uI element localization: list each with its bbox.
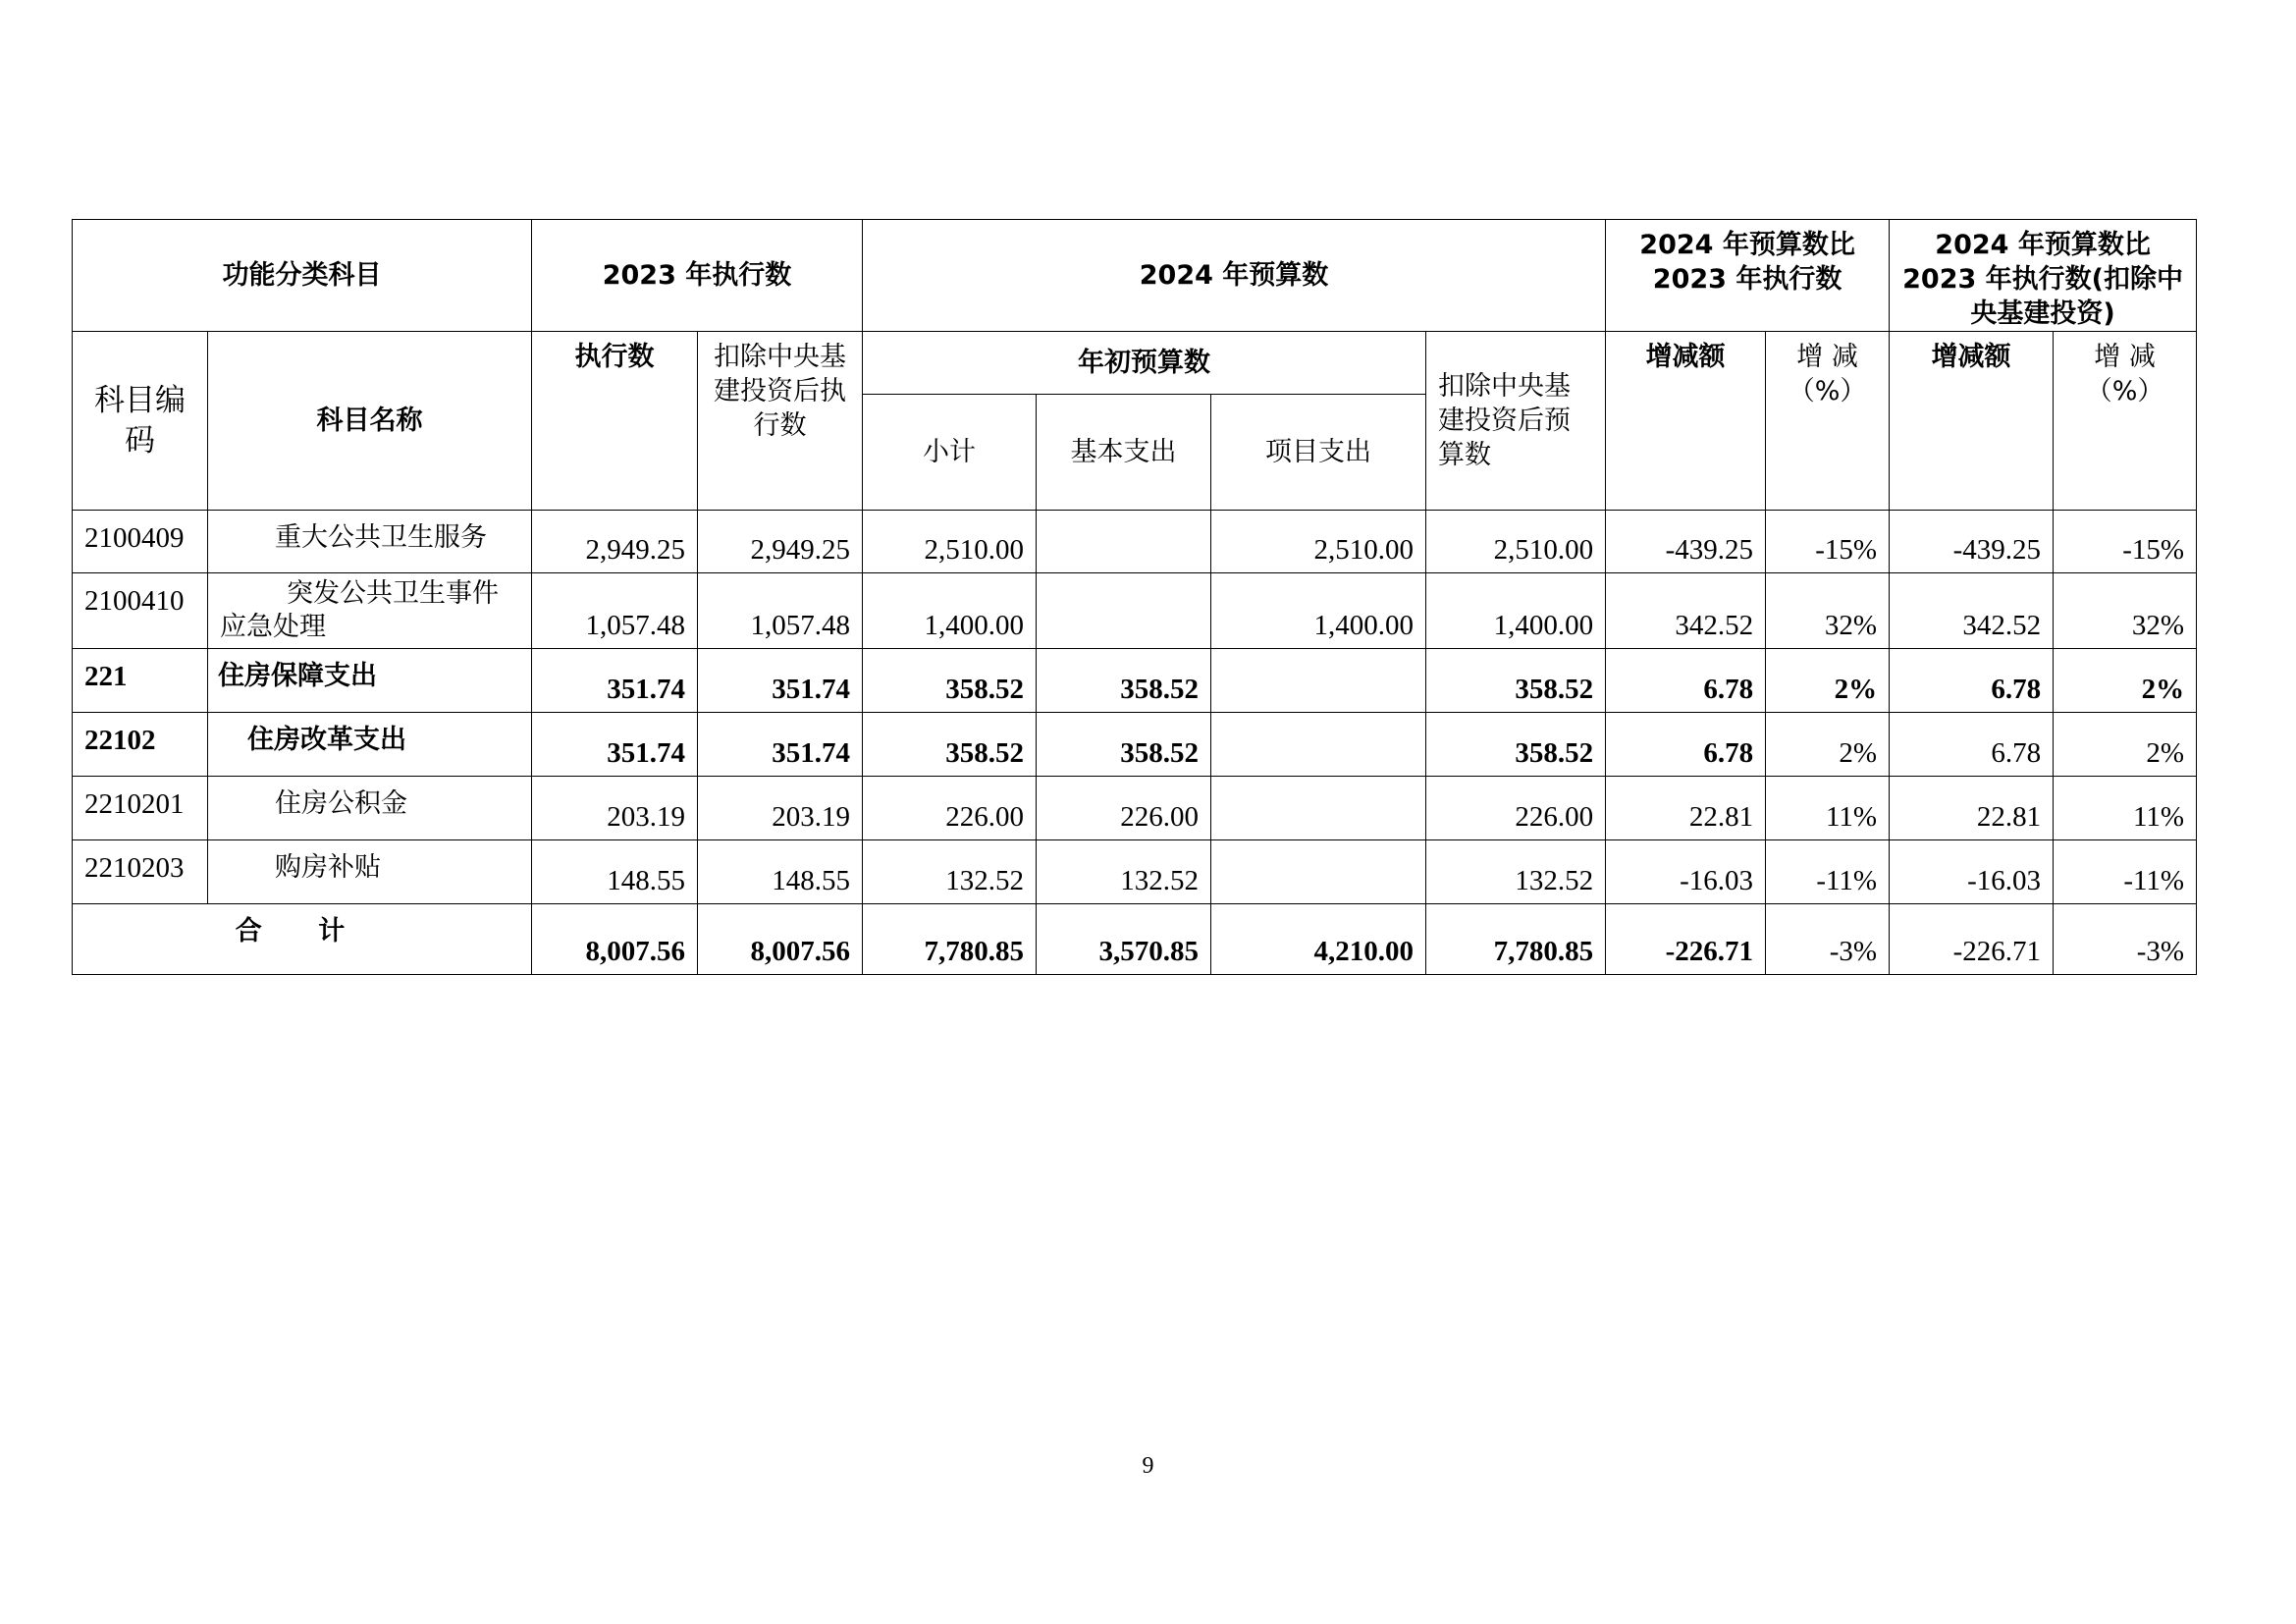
exec-value: 1,057.48 (532, 573, 698, 649)
budget-excl-value: 132.52 (1426, 840, 1606, 904)
subject-code-header: 科目编码 (73, 332, 208, 511)
initial-budget-header: 年初预算数 (863, 332, 1426, 395)
change-pct-2-value: 2% (2054, 713, 2197, 777)
project-exp-header: 项目支出 (1211, 395, 1426, 511)
change-pct-value: -11% (1766, 840, 1890, 904)
exec-excl-value: 2,949.25 (698, 511, 863, 573)
subtotal-value: 2,510.00 (863, 511, 1037, 573)
change-amount-2-value: 22.81 (1890, 777, 2054, 840)
total-exec-excl: 8,007.56 (698, 904, 863, 975)
subject-code: 2100410 (73, 573, 208, 649)
change-pct-2-value: -15% (2054, 511, 2197, 573)
exec-value: 203.19 (532, 777, 698, 840)
budget-excl-value: 226.00 (1426, 777, 1606, 840)
subject-name: 突发公共卫生事件应急处理 (208, 573, 532, 649)
budget-excl-header: 扣除中央基建投资后预算数 (1426, 332, 1606, 511)
change-amount-value: 22.81 (1606, 777, 1766, 840)
exec-excl-value: 148.55 (698, 840, 863, 904)
table-row (73, 840, 2197, 904)
change-amount-value: -16.03 (1606, 840, 1766, 904)
change-pct-2-value: 32% (2054, 573, 2197, 649)
total-change-pct-2: -3% (2054, 904, 2197, 975)
subtotal-value: 226.00 (863, 777, 1037, 840)
compare-excl-header: 2024 年预算数比 2023 年执行数(扣除中央基建投资) (1890, 220, 2197, 332)
change-pct-2-value: 2% (2054, 649, 2197, 713)
basic-value (1037, 573, 1211, 649)
total-change-amount: -226.71 (1606, 904, 1766, 975)
project-value: 1,400.00 (1211, 573, 1426, 649)
change-amount-value: 342.52 (1606, 573, 1766, 649)
subject-code: 2210201 (73, 777, 208, 840)
budget-excl-value: 2,510.00 (1426, 511, 1606, 573)
exec-value: 351.74 (532, 649, 698, 713)
exec-excl-value: 351.74 (698, 649, 863, 713)
change-amount-header: 增减额 (1606, 332, 1766, 511)
project-value (1211, 649, 1426, 713)
change-pct-value: 32% (1766, 573, 1890, 649)
change-pct-header: 增 减（%） (1766, 332, 1890, 511)
compare-exec-header: 2024 年预算数比 2023 年执行数 (1606, 220, 1890, 332)
change-amount-2-value: -16.03 (1890, 840, 2054, 904)
subject-name: 住房公积金 (208, 777, 532, 840)
change-pct-value: -15% (1766, 511, 1890, 573)
project-value (1211, 713, 1426, 777)
budget-excl-value: 358.52 (1426, 713, 1606, 777)
basic-value: 132.52 (1037, 840, 1211, 904)
budget-2024-header: 2024 年预算数 (863, 220, 1606, 332)
total-subtotal: 7,780.85 (863, 904, 1037, 975)
subject-code: 2210203 (73, 840, 208, 904)
subject-code: 22102 (73, 713, 208, 777)
functional-category-header: 功能分类科目 (73, 220, 532, 332)
page-number: 9 (1142, 1453, 1154, 1479)
change-pct-value: 2% (1766, 713, 1890, 777)
basic-value (1037, 511, 1211, 573)
total-change-pct: -3% (1766, 904, 1890, 975)
change-amount-value: -439.25 (1606, 511, 1766, 573)
table-row (73, 713, 2197, 777)
change-pct-2-header: 增 减（%） (2054, 332, 2197, 511)
subject-name: 重大公共卫生服务 (208, 511, 532, 573)
subtotal-value: 1,400.00 (863, 573, 1037, 649)
exec-value: 2,949.25 (532, 511, 698, 573)
basic-value: 226.00 (1037, 777, 1211, 840)
change-pct-value: 11% (1766, 777, 1890, 840)
exec-amount-header: 执行数 (532, 332, 698, 511)
total-exec: 8,007.56 (532, 904, 698, 975)
change-pct-value: 2% (1766, 649, 1890, 713)
subject-name-header: 科目名称 (208, 332, 532, 511)
change-amount-2-value: 342.52 (1890, 573, 2054, 649)
budget-table (72, 219, 2197, 975)
change-amount-2-value: 6.78 (1890, 649, 2054, 713)
change-amount-2-value: -439.25 (1890, 511, 2054, 573)
total-budget-excl: 7,780.85 (1426, 904, 1606, 975)
exec-value: 148.55 (532, 840, 698, 904)
exec-excl-value: 351.74 (698, 713, 863, 777)
subtotal-value: 358.52 (863, 649, 1037, 713)
exec-value: 351.74 (532, 713, 698, 777)
exec-excl-value: 1,057.48 (698, 573, 863, 649)
change-amount-value: 6.78 (1606, 649, 1766, 713)
budget-excl-value: 358.52 (1426, 649, 1606, 713)
table-row (73, 777, 2197, 840)
budget-excl-value: 1,400.00 (1426, 573, 1606, 649)
total-row (73, 904, 2197, 975)
basic-value: 358.52 (1037, 649, 1211, 713)
change-amount-value: 6.78 (1606, 713, 1766, 777)
exec-excl-value: 203.19 (698, 777, 863, 840)
change-pct-2-value: -11% (2054, 840, 2197, 904)
basic-exp-header: 基本支出 (1037, 395, 1211, 511)
subtotal-header: 小计 (863, 395, 1037, 511)
project-value (1211, 777, 1426, 840)
table-row (73, 573, 2197, 649)
subject-name: 住房保障支出 (208, 649, 532, 713)
change-pct-2-value: 11% (2054, 777, 2197, 840)
basic-value: 358.52 (1037, 713, 1211, 777)
subject-code: 2100409 (73, 511, 208, 573)
change-amount-2-value: 6.78 (1890, 713, 2054, 777)
subject-name: 购房补贴 (208, 840, 532, 904)
subject-name: 住房改革支出 (208, 713, 532, 777)
project-value (1211, 840, 1426, 904)
project-value: 2,510.00 (1211, 511, 1426, 573)
total-label: 合 计 (73, 904, 532, 975)
subtotal-value: 358.52 (863, 713, 1037, 777)
total-change-amount-2: -226.71 (1890, 904, 2054, 975)
exec-excl-header: 扣除中央基建投资后执行数 (698, 332, 863, 511)
table-row (73, 649, 2197, 713)
exec-2023-header: 2023 年执行数 (532, 220, 863, 332)
total-project: 4,210.00 (1211, 904, 1426, 975)
subtotal-value: 132.52 (863, 840, 1037, 904)
total-basic: 3,570.85 (1037, 904, 1211, 975)
change-amount-2-header: 增减额 (1890, 332, 2054, 511)
subject-code: 221 (73, 649, 208, 713)
table-row (73, 511, 2197, 573)
